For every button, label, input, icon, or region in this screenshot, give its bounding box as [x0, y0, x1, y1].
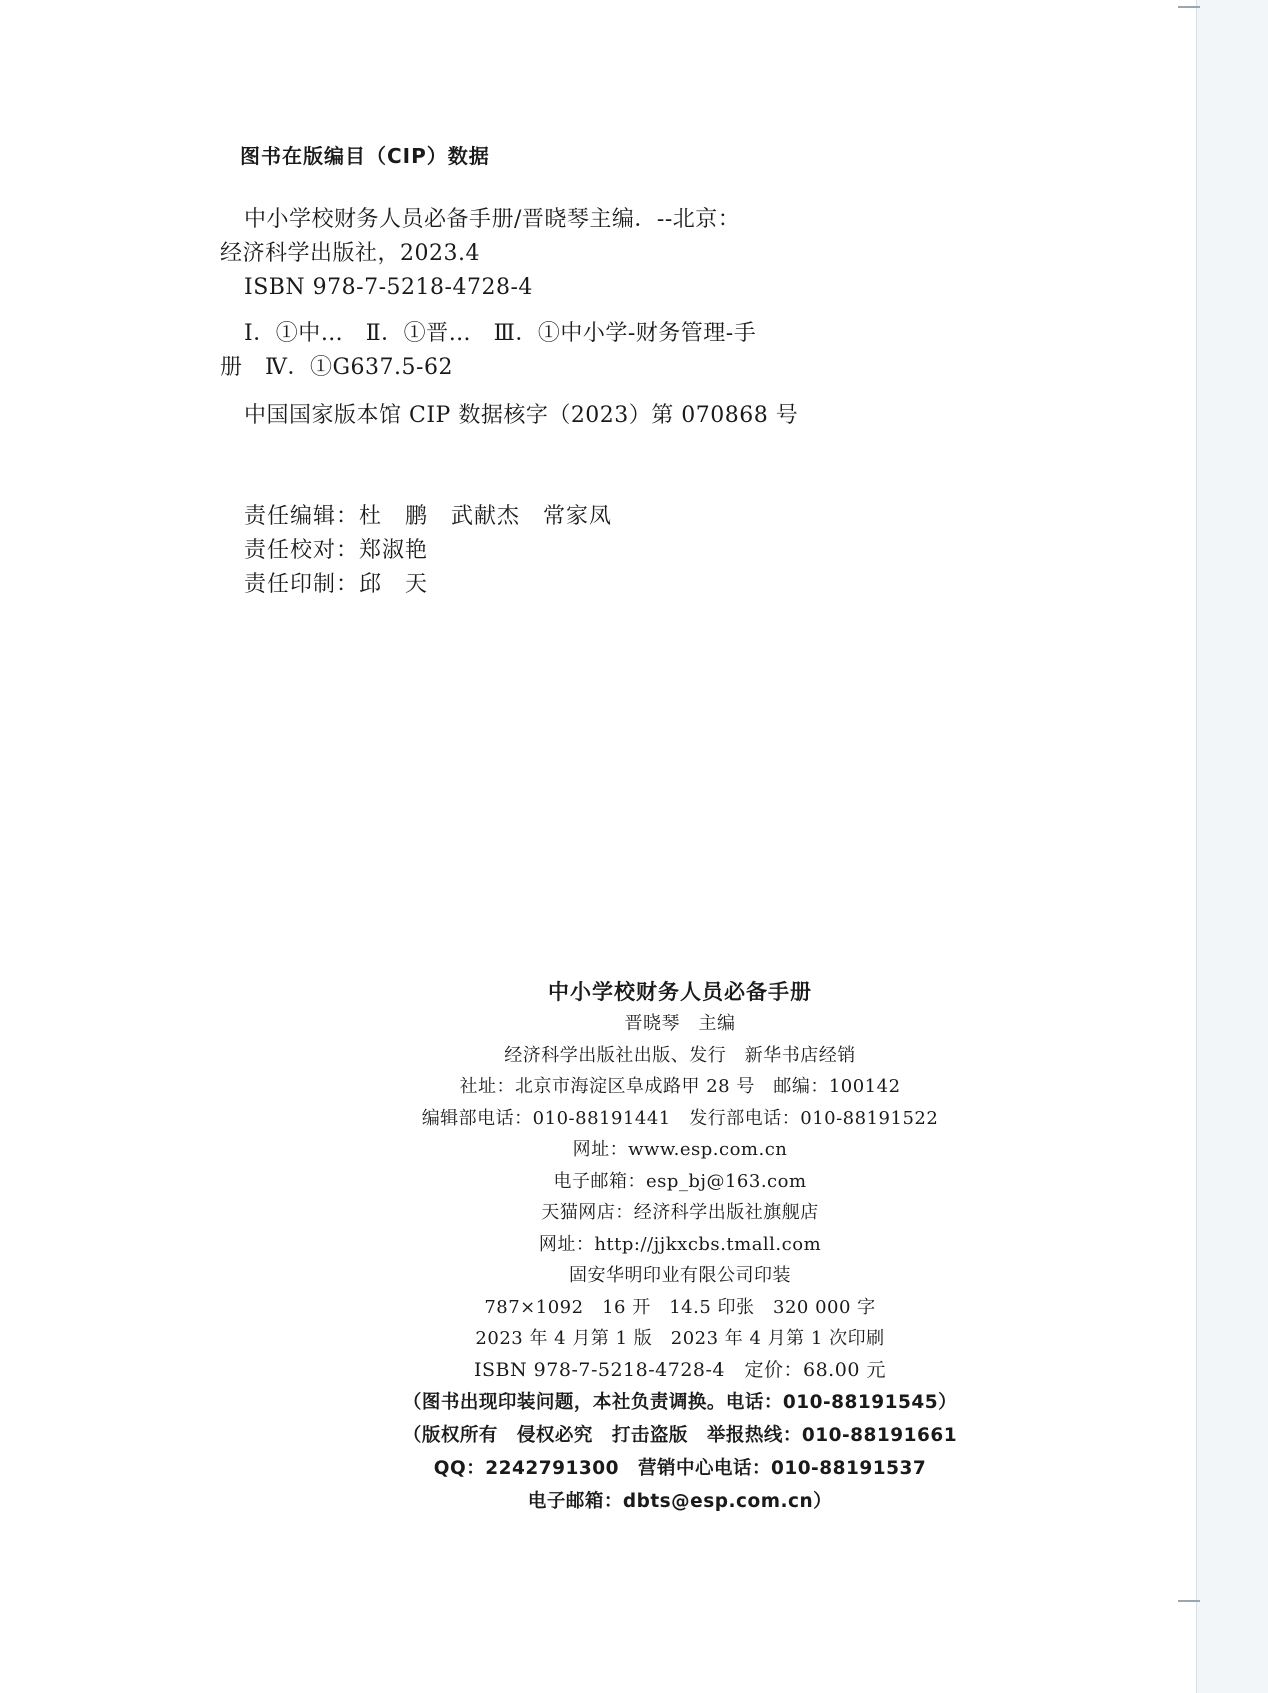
colophon-author: 晋晓琴 主编 [624, 1013, 736, 1034]
cip-data-block [220, 140, 820, 433]
staff-proofreader: 责任校对：郑淑艳 [244, 538, 429, 563]
colophon-phones: 编辑部电话：010-88191441 发行部电话：010-88191522 [421, 1107, 939, 1129]
cip-publisher-line: 经济科学出版社，2023.4 [220, 241, 480, 266]
cip-heading: 图书在版编目（CIP）数据 [240, 144, 490, 168]
colophon-tmall-url: 网址：http://jjkxcbs.tmall.com [538, 1233, 822, 1255]
colophon-isbn-price: ISBN 978-7-5218-4728-4 定价：68.00 元 [474, 1358, 886, 1381]
colophon [380, 976, 980, 1518]
colophon-format: 787×1092 16 开 14.5 印张 320 000 字 [484, 1296, 876, 1318]
page-edge [1196, 0, 1268, 1693]
colophon-qq-line: QQ：2242791300 营销中心电话：010-88191537 [433, 1457, 927, 1479]
crop-mark-bottom [1178, 1600, 1200, 1602]
crop-mark-top [1178, 6, 1200, 8]
colophon-website: 网址：www.esp.com.cn [572, 1139, 788, 1160]
cip-title-line: 中小学校财务人员必备手册/晋晓琴主编．--北京： [244, 207, 741, 232]
cip-number-line: 中国国家版本馆 CIP 数据核字（2023）第 070868 号 [244, 403, 799, 428]
colophon-tmall-store: 天猫网店：经济科学出版社旗舰店 [541, 1202, 819, 1223]
staff-editors: 责任编辑：杜 鹏 武献杰 常家凤 [244, 504, 613, 529]
colophon-address: 社址：北京市海淀区阜成路甲 28 号 邮编：100142 [459, 1076, 901, 1097]
cip-subjects-line-2: 册 Ⅳ．①G637.5-62 [220, 355, 453, 380]
colophon-printer: 固安华明印业有限公司印装 [569, 1265, 791, 1286]
colophon-report-email: 电子邮箱：dbts@esp.com.cn） [527, 1490, 833, 1512]
colophon-edition: 2023 年 4 月第 1 版 2023 年 4 月第 1 次印刷 [475, 1328, 885, 1349]
colophon-book-title: 中小学校财务人员必备手册 [548, 980, 812, 1004]
colophon-email: 电子邮箱：esp_bj@163.com [553, 1170, 807, 1192]
staff-printing: 责任印制：邱 天 [244, 572, 429, 597]
colophon-notice-quality: （图书出现印装问题，本社负责调换。电话：010-88191545） [402, 1391, 958, 1413]
staff-credits [244, 500, 612, 602]
colophon-publisher: 经济科学出版社出版、发行 新华书店经销 [504, 1044, 856, 1066]
colophon-notice-rights: （版权所有 侵权必究 打击盗版 举报热线：010-88191661 [402, 1424, 958, 1446]
cip-isbn-line: ISBN 978-7-5218-4728-4 [244, 275, 533, 300]
cip-subjects-line-1: Ⅰ．①中… Ⅱ．①晋… Ⅲ．①中小学-财务管理-手 [244, 321, 757, 346]
